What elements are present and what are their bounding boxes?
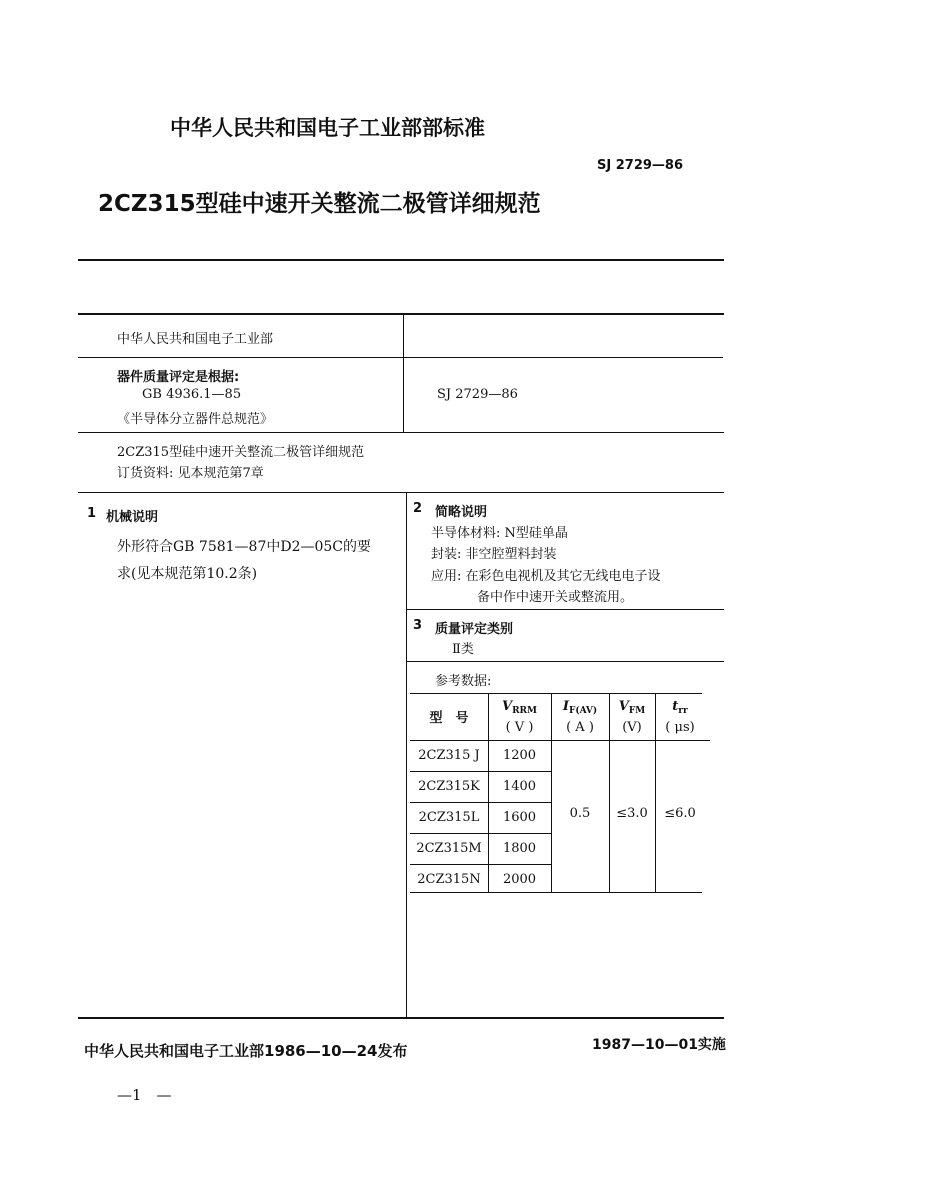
trr-subscript: rr xyxy=(678,706,688,716)
table-row-model: 2CZ315L xyxy=(418,810,480,825)
rule-box-mid xyxy=(78,432,724,433)
effective-date: 1987—10—01实施 xyxy=(592,1037,726,1053)
vfm-value: ≤3.0 xyxy=(616,806,648,821)
section1-number: 1 xyxy=(87,506,97,521)
table-row-vrrm: 1800 xyxy=(502,841,537,856)
table-row-vrrm: 2000 xyxy=(502,872,537,887)
section1-line1: 外形符合GB 7581—87中D2—05C的要 xyxy=(117,539,372,555)
section2-number: 2 xyxy=(413,501,423,516)
header-vfm-unit: (V) xyxy=(622,720,642,735)
issuer: 中华人民共和国电子工业部 xyxy=(117,332,274,347)
vrrm-subscript: RRM xyxy=(512,706,537,716)
section2-line1: 半导体材料: N型硅单晶 xyxy=(431,526,568,541)
if-value: 0.5 xyxy=(569,806,591,821)
row-rule-3 xyxy=(410,833,551,834)
section1-line2: 求(见本规范第10.2条) xyxy=(117,566,258,582)
rule-sections-top xyxy=(78,492,724,493)
issue-date: 中华人民共和国电子工业部1986—10—24发布 xyxy=(84,1042,408,1060)
table-row-vrrm: 1400 xyxy=(502,779,537,794)
section2-line4: 备中作中速开关或整流用。 xyxy=(477,590,634,605)
standard-number: SJ 2729—86 xyxy=(597,158,683,173)
table-row-vrrm: 1600 xyxy=(502,810,537,825)
rule-section3 xyxy=(406,609,724,610)
header-vfm xyxy=(609,699,655,716)
rule-issuer xyxy=(78,357,403,358)
section3-number: 3 xyxy=(413,618,423,633)
section1-heading: 机械说明 xyxy=(106,510,159,525)
section2-heading: 简略说明 xyxy=(435,505,488,520)
row-rule-1 xyxy=(410,771,551,772)
page-number: —1 — xyxy=(117,1086,172,1104)
table-row-model: 2CZ315M xyxy=(416,841,482,856)
section3-heading: 质量评定类别 xyxy=(435,622,514,637)
rule-footer xyxy=(78,1017,724,1019)
header-vrrm xyxy=(488,699,551,716)
header-trr xyxy=(655,699,705,716)
if-symbol: I xyxy=(562,699,569,714)
row-rule-4 xyxy=(410,864,551,865)
vfm-subscript: FM xyxy=(628,706,646,716)
sections-divider xyxy=(406,493,407,1017)
header-model: 型 号 xyxy=(429,711,469,726)
basis-name: 《半导体分立器件总规范》 xyxy=(117,412,274,427)
table-header-rule xyxy=(410,740,710,741)
section3-category: Ⅱ类 xyxy=(452,642,474,657)
rule-top xyxy=(78,259,724,261)
table-top-rule xyxy=(410,693,702,694)
table-row-model: 2CZ315 J xyxy=(418,748,480,763)
table-row-model: 2CZ315K xyxy=(418,779,480,794)
spec-name: 2CZ315型硅中速开关整流二极管详细规范 xyxy=(117,445,365,460)
header-if xyxy=(551,699,609,716)
rule-reference xyxy=(406,661,724,662)
org-standard-heading: 中华人民共和国电子工业部部标准 xyxy=(170,116,485,140)
vrrm-symbol: V xyxy=(501,699,513,714)
info-box-divider xyxy=(403,315,404,433)
reference-label: 参考数据: xyxy=(435,674,492,689)
right-standard-number: SJ 2729—86 xyxy=(437,387,518,402)
section2-line2: 封装: 非空腔塑料封装 xyxy=(431,547,557,562)
trr-value: ≤6.0 xyxy=(664,806,696,821)
rule-issuer-right xyxy=(403,357,723,358)
rule-box-top xyxy=(78,313,724,315)
table-row-vrrm: 1200 xyxy=(502,748,537,763)
header-if-unit: ( A ) xyxy=(566,720,594,735)
section2-line3: 应用: 在彩色电视机及其它无线电电子设 xyxy=(431,569,661,584)
header-trr-unit: ( μs) xyxy=(665,720,695,735)
vfm-symbol: V xyxy=(618,699,629,714)
table-bottom-rule xyxy=(410,892,702,893)
trr-symbol: t xyxy=(672,699,679,714)
basis-standard: GB 4936.1—85 xyxy=(142,387,242,402)
if-subscript: F(AV) xyxy=(568,706,598,716)
document-title: 2CZ315型硅中速开关整流二极管详细规范 xyxy=(98,191,541,217)
table-row-model: 2CZ315N xyxy=(417,872,481,887)
order-info: 订货资料: 见本规范第7章 xyxy=(117,466,264,481)
row-rule-2 xyxy=(410,802,551,803)
header-vrrm-unit: ( V ) xyxy=(505,720,534,735)
basis-label: 器件质量评定是根据: xyxy=(117,370,240,385)
